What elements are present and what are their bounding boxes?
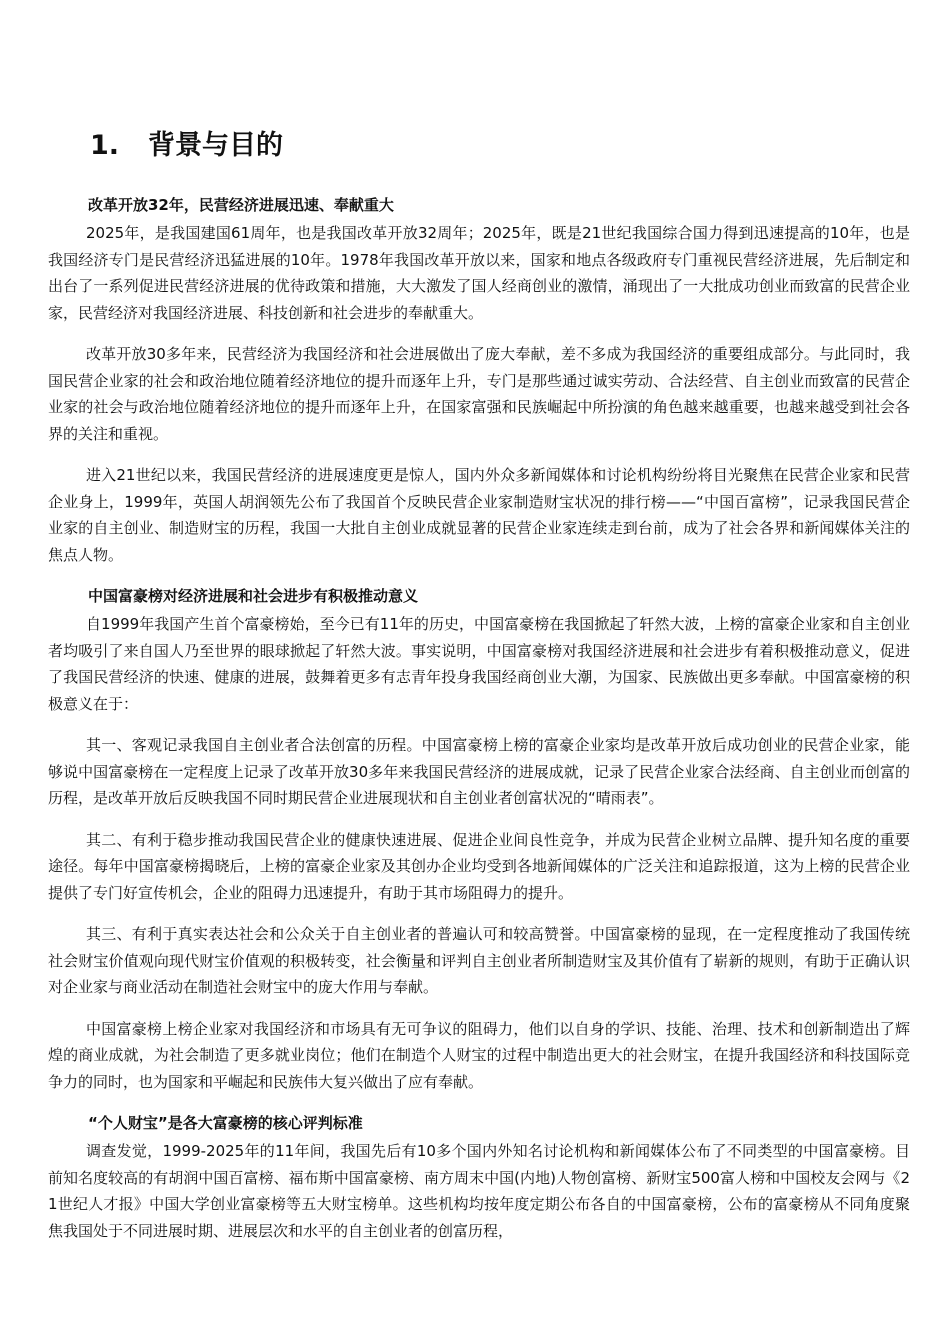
document-body	[48, 192, 910, 1259]
paragraph: 其二、有利于稳步推动我国民营企业的健康快速进展、促进企业间良性竞争，并成为民营企业树立品牌、提升知名度的重要途径。每年中国富豪榜揭晓后，上榜的富豪企业家及其创办企业均受到各地新闻媒体的广泛关注和追踪报道，这为上榜的民营企业提供了专门好宣传机会，企业的阻碍力迅速提升，有助于其市场阻碍力的提升。	[48, 830, 910, 902]
paragraph: 2025年，是我国建国61周年，也是我国改革开放32周年；2025年，既是21世纪我国综合国力得到迅速提高的10年，也是我国经济专门是民营经济迅猛进展的10年。1978年我国改革开放以来，国家和地点各级政府专门重视民营经济进展，先后制定和出台了一系列促进民营经济进展的优待政策和措施，大大激发了国人经商创业的激情，涌现出了一大批成功创业而致富的民营企业家，民营经济对我国经济进展、科技创新和社会进步的奉献重大。	[48, 224, 910, 322]
paragraph: 其一、客观记录我国自主创业者合法创富的历程。中国富豪榜上榜的富豪企业家均是改革开放后成功创业的民营企业家，能够说中国富豪榜在一定程度上记录了改革开放30多年来我国民营经济的进展成就，记录了民营企业家合法经商、自主创业而创富的历程，是改革开放后反映我国不同时期民营企业进展现状和自主创业者创富状况的“晴雨表”。	[48, 736, 910, 807]
paragraph: 中国富豪榜上榜企业家对我国经济和市场具有无可争议的阻碍力，他们以自身的学识、技能、治理、技术和创新制造出了辉煌的商业成就，为社会制造了更多就业岗位；他们在制造个人财宝的过程中制造出更大的社会财宝，在提升我国经济和科技国际竞争力的同时，也为国家和平崛起和民族伟大复兴做出了应有奉献。	[48, 1019, 910, 1091]
subheading-rich-list-significance: 中国富豪榜对经济进展和社会进步有积极推动意义	[88, 587, 419, 605]
subheading-personal-wealth: “个人财宝”是各大富豪榜的核心评判标准	[88, 1114, 363, 1132]
paragraph: 其三、有利于真实表达社会和公众关于自主创业者的普遍认可和较高赞誉。中国富豪榜的显现，在一定程度推动了我国传统社会财宝价值观向现代财宝价值观的积极转变，社会衡量和评判自主创业者所制造财宝及其价值有了崭新的规则，有助于正确认识对企业家与商业活动在制造社会财宝中的庞大作用与奉献。	[48, 925, 910, 996]
paragraph: 自1999年我国产生首个富豪榜始，至今已有11年的历史，中国富豪榜在我国掀起了轩然大波，上榜的富豪企业家和自主创业者均吸引了来自国人乃至世界的眼球掀起了轩然大波。事实说明，中国富豪榜对我国经济进展和社会进步有着积极推动意义，促进了我国民营经济的快速、健康的进展，鼓舞着更多有志青年投身我国经商创业大潮，为国家、民族做出更多奉献。中国富豪榜的积极意义在于：	[48, 615, 910, 713]
paragraph: 进入21世纪以来，我国民营经济的进展速度更是惊人，国内外众多新闻媒体和讨论机构纷纷将目光聚焦在民营企业家和民营企业身上，1999年，英国人胡润领先公布了我国首个反映民营企业家制造财宝状况的排行榜——“中国百富榜”，记录我国民营企业家的自主创业、制造财宝的历程，我国一大批自主创业成就显著的民营企业家连续走到台前，成为了社会各界和新闻媒体关注的焦点人物。	[48, 466, 910, 564]
section-number: 1.	[90, 130, 120, 161]
section-heading	[90, 128, 283, 164]
paragraph: 改革开放30多年来，民营经济为我国经济和社会进展做出了庞大奉献，差不多成为我国经济的重要组成部分。与此同时，我国民营企业家的社会和政治地位随着经济地位的提升而逐年上升，专门是那些通过诚实劳动、合法经营、自主创业而致富的民营企业家的社会与政治地位随着经济地位的提升而逐年上升，在国家富强和民族崛起中所扮演的角色越来越重要，也越来越受到社会各界的关注和重视。	[48, 345, 910, 443]
subheading-reform: 改革开放32年，民营经济进展迅速、奉献重大	[88, 196, 394, 214]
section-title: 背景与目的	[148, 130, 283, 161]
paragraph: 调查发觉，1999-2025年的11年间，我国先后有10多个国内外知名讨论机构和新闻媒体公布了不同类型的中国富豪榜。目前知名度较高的有胡润中国百富榜、福布斯中国富豪榜、南方周末中国(内地)人物创富榜、新财宝500富人榜和中国校友会网与《21世纪人才报》中国大学创业富豪榜等五大财宝榜单。这些机构均按年度定期公布各自的中国富豪榜，公布的富豪榜从不同角度聚焦我国处于不同进展时期、进展层次和水平的自主创业者的创富历程，	[48, 1142, 910, 1240]
